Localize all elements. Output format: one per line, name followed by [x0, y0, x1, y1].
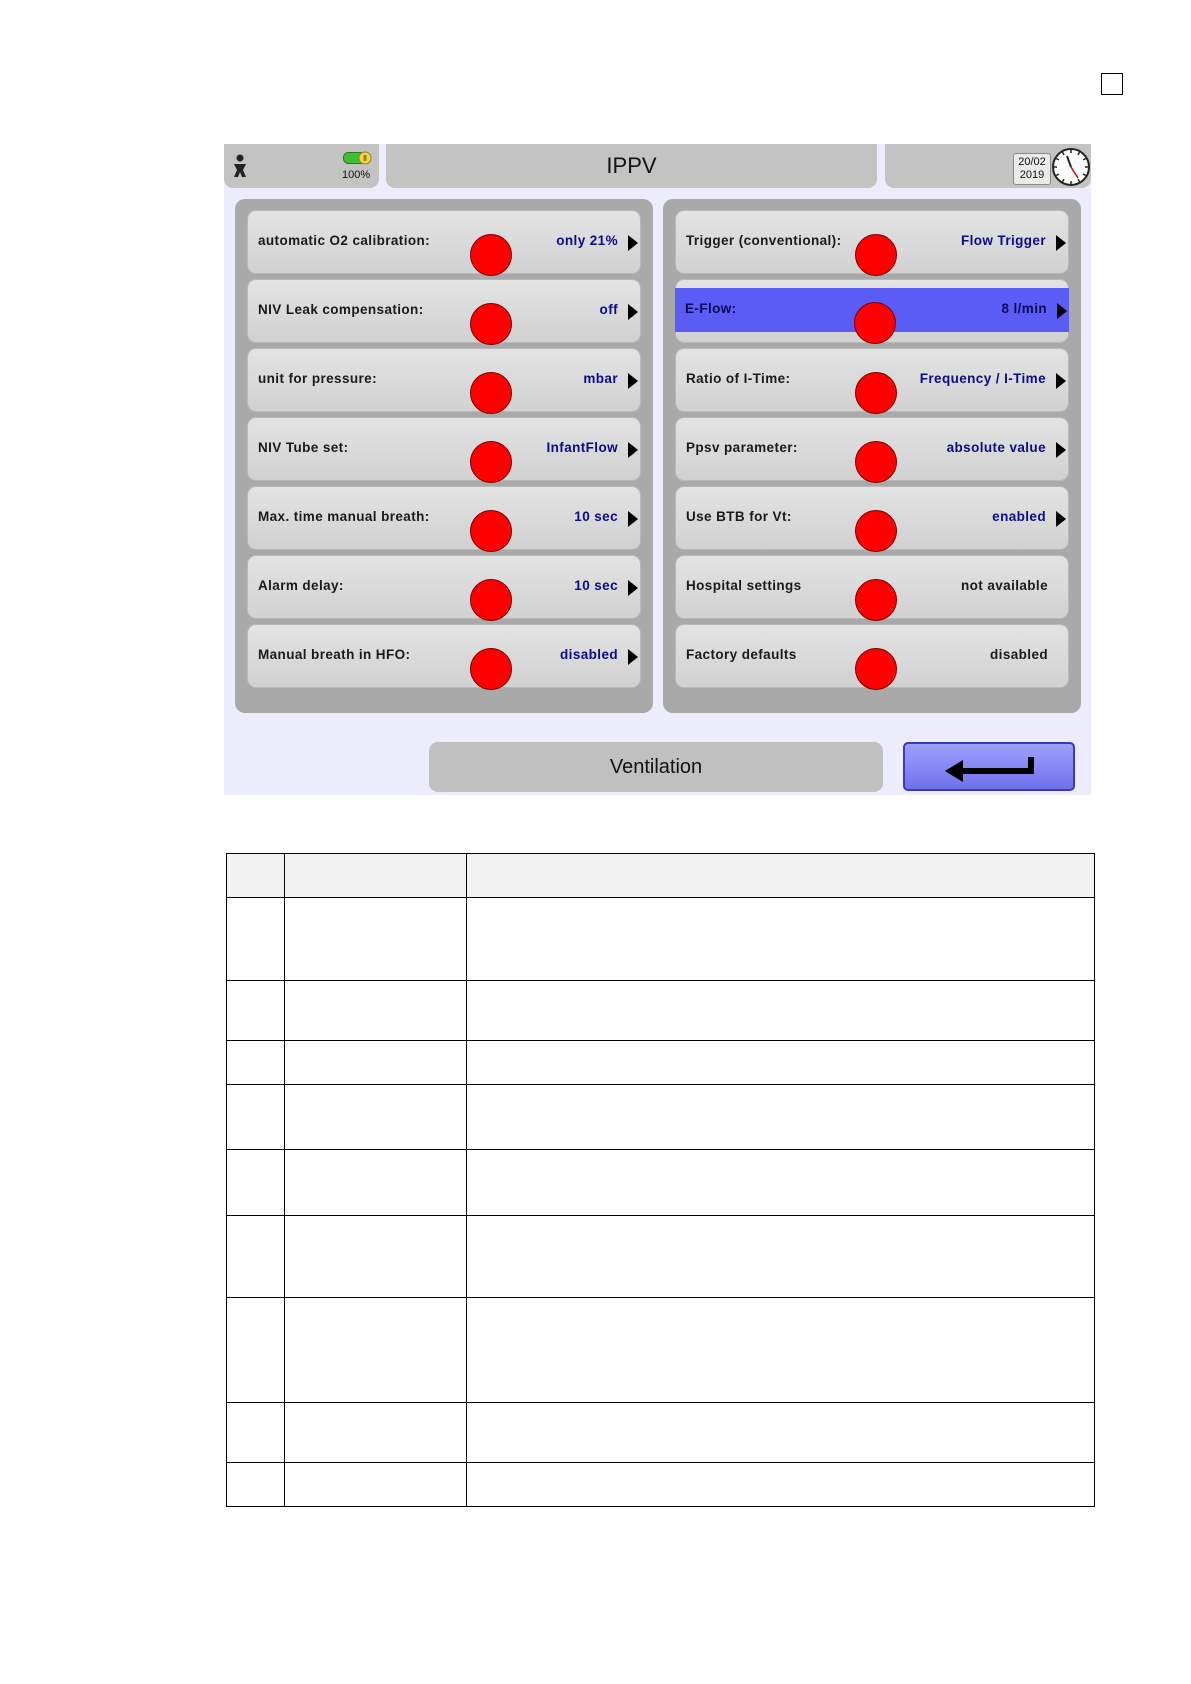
setting-label: Ppsv parameter:: [686, 440, 798, 455]
mode-title-bar[interactable]: [386, 144, 877, 188]
patient-infant-icon: [230, 153, 250, 181]
table-cell: [285, 1298, 467, 1403]
arrow-right-icon: [628, 304, 638, 320]
setting-row-ratio-i-time[interactable]: [675, 348, 1069, 412]
arrow-right-icon: [628, 235, 638, 251]
ventilator-screen: [224, 144, 1091, 795]
setting-value: disabled: [990, 647, 1048, 662]
arrow-right-icon: [628, 442, 638, 458]
ventilation-button[interactable]: [429, 742, 883, 792]
setting-label: Factory defaults: [686, 647, 797, 662]
setting-row-niv-leak-compensation[interactable]: [247, 279, 641, 343]
setting-label: Alarm delay:: [258, 578, 344, 593]
setting-row-trigger[interactable]: [675, 210, 1069, 274]
red-marker-dot: [470, 441, 512, 483]
red-marker-dot: [855, 510, 897, 552]
red-marker-dot: [470, 372, 512, 414]
table-header-row: [227, 854, 1095, 898]
table-row: [227, 1085, 1095, 1150]
arrow-right-icon: [1057, 303, 1067, 319]
setting-label: NIV Tube set:: [258, 440, 349, 455]
clock-icon: [1051, 147, 1091, 187]
settings-panel-left: [235, 199, 653, 713]
settings-panel-right: [663, 199, 1081, 713]
setting-label: E-Flow:: [685, 301, 737, 316]
return-arrow-icon: [943, 754, 1039, 782]
red-marker-dot: [854, 302, 896, 344]
table-cell: [467, 898, 1095, 981]
table-cell: [467, 1298, 1095, 1403]
header-datetime-area[interactable]: [885, 144, 1091, 188]
setting-row-niv-tube-set[interactable]: [247, 417, 641, 481]
table-cell: [285, 1216, 467, 1298]
table-cell: [227, 1041, 285, 1085]
red-marker-dot: [470, 648, 512, 690]
setting-row-pressure-unit[interactable]: [247, 348, 641, 412]
red-marker-dot: [855, 579, 897, 621]
battery-percent: 100%: [342, 169, 371, 181]
setting-label: unit for pressure:: [258, 371, 377, 386]
setting-value: enabled: [992, 509, 1046, 524]
setting-label: Trigger (conventional):: [686, 233, 842, 248]
table-cell: [227, 1403, 285, 1463]
setting-row-e-flow[interactable]: [675, 279, 1069, 343]
setting-value: only 21%: [556, 233, 618, 248]
setting-value: absolute value: [946, 440, 1046, 455]
setting-label: Use BTB for Vt:: [686, 509, 792, 524]
setting-label: Ratio of I-Time:: [686, 371, 791, 386]
setting-row-ppsv-parameter[interactable]: [675, 417, 1069, 481]
arrow-right-icon: [1056, 442, 1066, 458]
setting-label: Max. time manual breath:: [258, 509, 430, 524]
table-cell: [227, 898, 285, 981]
setting-value: disabled: [560, 647, 618, 662]
table-cell: [227, 1150, 285, 1216]
setting-value: Flow Trigger: [960, 233, 1046, 248]
setting-row-hospital-settings[interactable]: [675, 555, 1069, 619]
table-cell: [467, 1150, 1095, 1216]
arrow-right-icon: [628, 373, 638, 389]
table-cell: [285, 1085, 467, 1150]
table-row: [227, 1216, 1095, 1298]
mode-title: IPPV: [606, 153, 657, 178]
table-cell: [227, 981, 285, 1041]
setting-value: mbar: [583, 371, 618, 386]
setting-row-max-manual-breath[interactable]: [247, 486, 641, 550]
table-header-cell: [285, 854, 467, 898]
setting-value: 10 sec: [574, 509, 618, 524]
table-cell: [227, 1216, 285, 1298]
table-cell: [227, 1298, 285, 1403]
table-cell: [467, 981, 1095, 1041]
red-marker-dot: [855, 441, 897, 483]
table-cell: [467, 1216, 1095, 1298]
arrow-right-icon: [1056, 235, 1066, 251]
red-marker-dot: [470, 234, 512, 276]
table-cell: [285, 1463, 467, 1507]
setting-value: not available: [961, 578, 1048, 593]
arrow-right-icon: [628, 649, 638, 665]
arrow-right-icon: [628, 511, 638, 527]
setting-label: NIV Leak compensation:: [258, 302, 424, 317]
table-row: [227, 981, 1095, 1041]
setting-label: Hospital settings: [686, 578, 802, 593]
setting-label: automatic O2 calibration:: [258, 233, 431, 248]
table-cell: [467, 1041, 1095, 1085]
table-header-cell: [227, 854, 285, 898]
description-table: [226, 853, 1095, 1507]
table-cell: [467, 1085, 1095, 1150]
table-cell: [467, 1463, 1095, 1507]
table-row: [227, 1041, 1095, 1085]
setting-value: 8 l/min: [1001, 301, 1047, 316]
table-cell: [285, 1403, 467, 1463]
table-row: [227, 1298, 1095, 1403]
header-status-area: [224, 144, 379, 188]
red-marker-dot: [470, 579, 512, 621]
setting-value: 10 sec: [574, 578, 618, 593]
table-row: [227, 898, 1095, 981]
table-cell: [285, 898, 467, 981]
battery-icon: [343, 151, 373, 165]
setting-row-o2-calibration[interactable]: [247, 210, 641, 274]
red-marker-dot: [470, 303, 512, 345]
table-cell: [285, 1041, 467, 1085]
date-year: 2019: [1019, 169, 1045, 181]
corner-checkbox: [1101, 73, 1123, 95]
setting-label: Manual breath in HFO:: [258, 647, 411, 662]
setting-value: InfantFlow: [546, 440, 618, 455]
table-cell: [227, 1085, 285, 1150]
table-row: [227, 1150, 1095, 1216]
red-marker-dot: [855, 234, 897, 276]
table-header-cell: [467, 854, 1095, 898]
setting-value: Frequency / I-Time: [919, 371, 1046, 386]
red-marker-dot: [855, 372, 897, 414]
arrow-right-icon: [628, 580, 638, 596]
arrow-right-icon: [1056, 373, 1066, 389]
table-cell: [285, 1150, 467, 1216]
setting-row-alarm-delay[interactable]: [247, 555, 641, 619]
ventilation-label: Ventilation: [609, 755, 703, 778]
back-button[interactable]: [903, 742, 1075, 791]
red-marker-dot: [470, 510, 512, 552]
red-marker-dot: [855, 648, 897, 690]
table-cell: [227, 1463, 285, 1507]
setting-row-manual-breath-hfo[interactable]: [247, 624, 641, 688]
setting-row-factory-defaults[interactable]: [675, 624, 1069, 688]
table-row: [227, 1463, 1095, 1507]
setting-value: off: [599, 302, 618, 317]
table-row: [227, 1403, 1095, 1463]
date-day-month: 20/02: [1018, 156, 1046, 168]
setting-row-btb-for-vt[interactable]: [675, 486, 1069, 550]
table-cell: [467, 1403, 1095, 1463]
arrow-right-icon: [1056, 511, 1066, 527]
date-display: [1013, 153, 1051, 185]
table-cell: [285, 981, 467, 1041]
